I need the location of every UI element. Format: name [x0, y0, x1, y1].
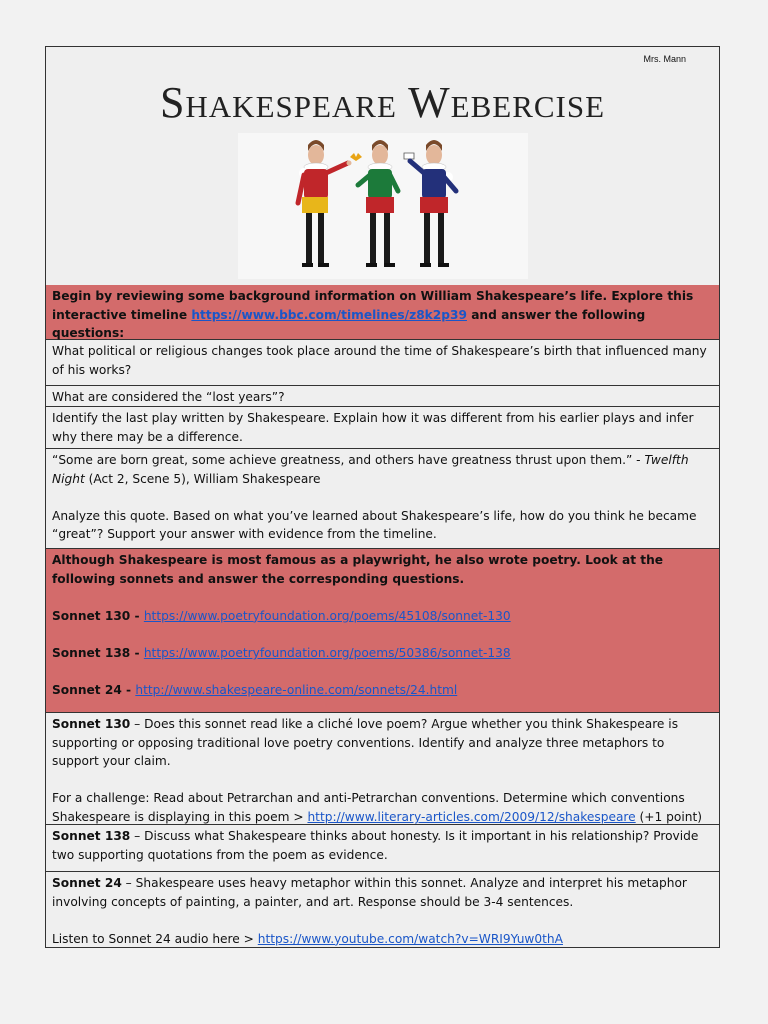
intro-section: [46, 285, 719, 340]
shakespeare-illustration: [238, 133, 528, 279]
sonnet-130-question: – Does this sonnet read like a cliché love poem? Argue whether you think Shakespeare is supporting or opposing traditional love poetry conventions. Identify and analyze three metaphors to support your claim.: [52, 717, 679, 769]
challenge-text: For a challenge: Read about Petrarchan and anti-Petrarchan conventions. Determine which conventions Shakespeare is displaying in this poem >: [52, 791, 685, 824]
quote-work: Twelfth Night: [52, 453, 689, 486]
intro-text: Begin by reviewing some background information on William Shakespeare’s life. Explore this interactive timeline: [52, 289, 694, 322]
question-quote: [46, 449, 719, 549]
bbc-timeline-link[interactable]: https://www.bbc.com/timelines/z8k2p39: [191, 307, 467, 322]
sonnet-138-link[interactable]: https://www.poetryfoundation.org/poems/50386/sonnet-138: [143, 645, 511, 660]
bonus-points: (+1 point): [635, 809, 702, 824]
poetry-intro: Although Shakespeare is most famous as a playwright, he also wrote poetry. Look at the following sonnets and answer the corresponding questions.: [52, 553, 664, 586]
worksheet-header: [46, 47, 719, 286]
quote-prompt: Analyze this quote. Based on what you’ve learned about Shakespeare’s life, how do you think he became “great”? Support your answer with evidence from the timeline.: [52, 508, 697, 542]
sonnet-138-label: Sonnet 138 -: [52, 645, 144, 660]
sonnet-130-link[interactable]: https://www.poetryfoundation.org/poems/45108/sonnet-130: [143, 608, 511, 623]
question-sonnet-138: [46, 825, 719, 872]
sonnet-138-question: – Discuss what Shakespeare thinks about honesty. Is it important in his relationship? Provide two supporting quotations from the poem as evidence.: [52, 829, 699, 862]
question-sonnet-130: [46, 713, 719, 825]
worksheet: [45, 46, 720, 948]
literary-articles-link[interactable]: http://www.literary-articles.com/2009/12/shakespeare: [307, 809, 636, 824]
question-text: What political or religious changes took place around the time of Shakespeare’s birth that influenced many of his works?: [52, 344, 707, 377]
sonnet-24-label: Sonnet 24 -: [52, 683, 136, 698]
sonnet-24-question: – Shakespeare uses heavy metaphor within this sonnet. Analyze and interpret his metaphor involving concepts of painting, a painter, and art. Response should be 3-4 sentences.: [52, 876, 687, 909]
question-text: Identify the last play written by Shakespeare. Explain how it was different from his earlier plays and infer why there may be a difference.: [52, 411, 694, 444]
question-sonnet-24: [46, 872, 719, 947]
page-title: Shakespeare Webercise: [159, 78, 606, 127]
sonnet-24-heading: Sonnet 24: [52, 876, 122, 890]
question-lost-years: [46, 386, 719, 407]
quote-text: “Some are born great, some achieve greatness, and others have greatness thrust upon them.” -: [52, 453, 645, 467]
three-shakespeares-icon: [238, 133, 528, 279]
teacher-name: Mrs. Mann: [643, 54, 686, 64]
question-political-changes: [46, 340, 719, 386]
youtube-audio-link[interactable]: https://www.youtube.com/watch?v=WRI9Yuw0thA: [257, 931, 563, 946]
question-last-play: [46, 407, 719, 449]
sonnet-130-heading: Sonnet 130: [52, 717, 131, 731]
sonnet-138-heading: Sonnet 138: [52, 829, 131, 843]
quote-citation: (Act 2, Scene 5), William Shakespeare: [84, 471, 321, 486]
listen-text: Listen to Sonnet 24 audio here >: [52, 931, 258, 946]
question-text: What are considered the “lost years”?: [52, 390, 285, 404]
poetry-section: [46, 549, 719, 713]
sonnet-130-label: Sonnet 130 -: [52, 608, 144, 623]
intro-text-end: and answer the following questions:: [52, 307, 646, 341]
sonnet-24-link[interactable]: http://www.shakespeare-online.com/sonnets/24.html: [135, 683, 458, 698]
